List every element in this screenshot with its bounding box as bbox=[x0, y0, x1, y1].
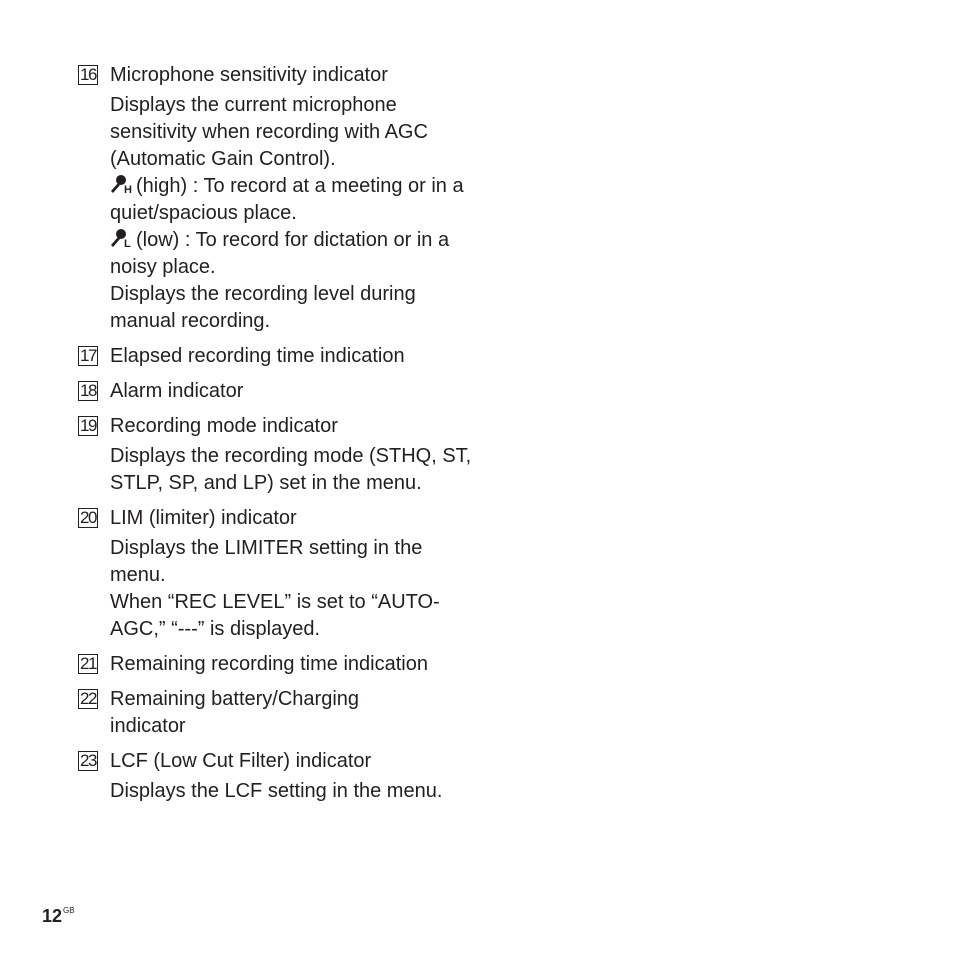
item-title: Microphone sensitivity indicator bbox=[110, 64, 388, 86]
page-number bbox=[42, 906, 75, 927]
item-description bbox=[110, 535, 478, 643]
mic-high-line bbox=[110, 173, 478, 227]
indicator-list bbox=[78, 62, 478, 813]
item-description-text: Displays the LCF setting in the menu. bbox=[110, 780, 443, 802]
item-description bbox=[110, 778, 478, 805]
item-title: Recording mode indicator bbox=[110, 415, 338, 437]
page-number-suffix: GB bbox=[63, 906, 75, 915]
item-number: 23 bbox=[78, 751, 98, 771]
item-number: 20 bbox=[78, 508, 98, 528]
svg-text:H: H bbox=[124, 184, 132, 194]
item-number: 18 bbox=[78, 381, 98, 401]
item-description-text: Displays the recording mode (STHQ, ST, STLP, SP, and LP) set in the menu. bbox=[110, 445, 472, 494]
list-item bbox=[78, 651, 478, 678]
mic-low-line bbox=[110, 227, 478, 281]
mic-low-text: (low) : To record for dictation or in a noisy place. bbox=[110, 229, 450, 278]
item-title: LCF (Low Cut Filter) indicator bbox=[110, 750, 372, 772]
item-title: Remaining battery/Charging indicator bbox=[110, 688, 360, 737]
mic-low-icon bbox=[110, 228, 134, 248]
item-title: Alarm indicator bbox=[110, 380, 244, 402]
item-description-text: Displays the recording level during manual recording. bbox=[110, 283, 416, 332]
item-description-text: When “REC LEVEL” is set to “AUTO-AGC,” “---” is displayed. bbox=[110, 591, 440, 640]
list-item bbox=[78, 62, 478, 335]
item-number: 16 bbox=[78, 65, 98, 85]
list-item bbox=[78, 413, 478, 497]
list-item bbox=[78, 378, 478, 405]
item-number: 17 bbox=[78, 346, 98, 366]
item-number: 19 bbox=[78, 416, 98, 436]
mic-high-icon bbox=[110, 174, 134, 194]
page-number-value: 12 bbox=[42, 906, 63, 926]
list-item bbox=[78, 505, 478, 643]
mic-high-text: (high) : To record at a meeting or in a quiet/spacious place. bbox=[110, 175, 464, 224]
item-description-text: Displays the LIMITER setting in the menu. bbox=[110, 537, 423, 586]
item-description bbox=[110, 92, 478, 335]
item-number: 22 bbox=[78, 689, 98, 709]
item-title: LIM (limiter) indicator bbox=[110, 507, 297, 529]
item-description bbox=[110, 443, 478, 497]
item-number: 21 bbox=[78, 654, 98, 674]
item-description-text: Displays the current microphone sensitivity when recording with AGC (Automatic Gain Control). bbox=[110, 94, 428, 170]
item-title: Remaining recording time indication bbox=[110, 653, 428, 675]
svg-text:L: L bbox=[124, 238, 131, 248]
list-item bbox=[78, 748, 478, 805]
list-item bbox=[78, 343, 478, 370]
item-title: Elapsed recording time indication bbox=[110, 345, 405, 367]
list-item bbox=[78, 686, 410, 740]
